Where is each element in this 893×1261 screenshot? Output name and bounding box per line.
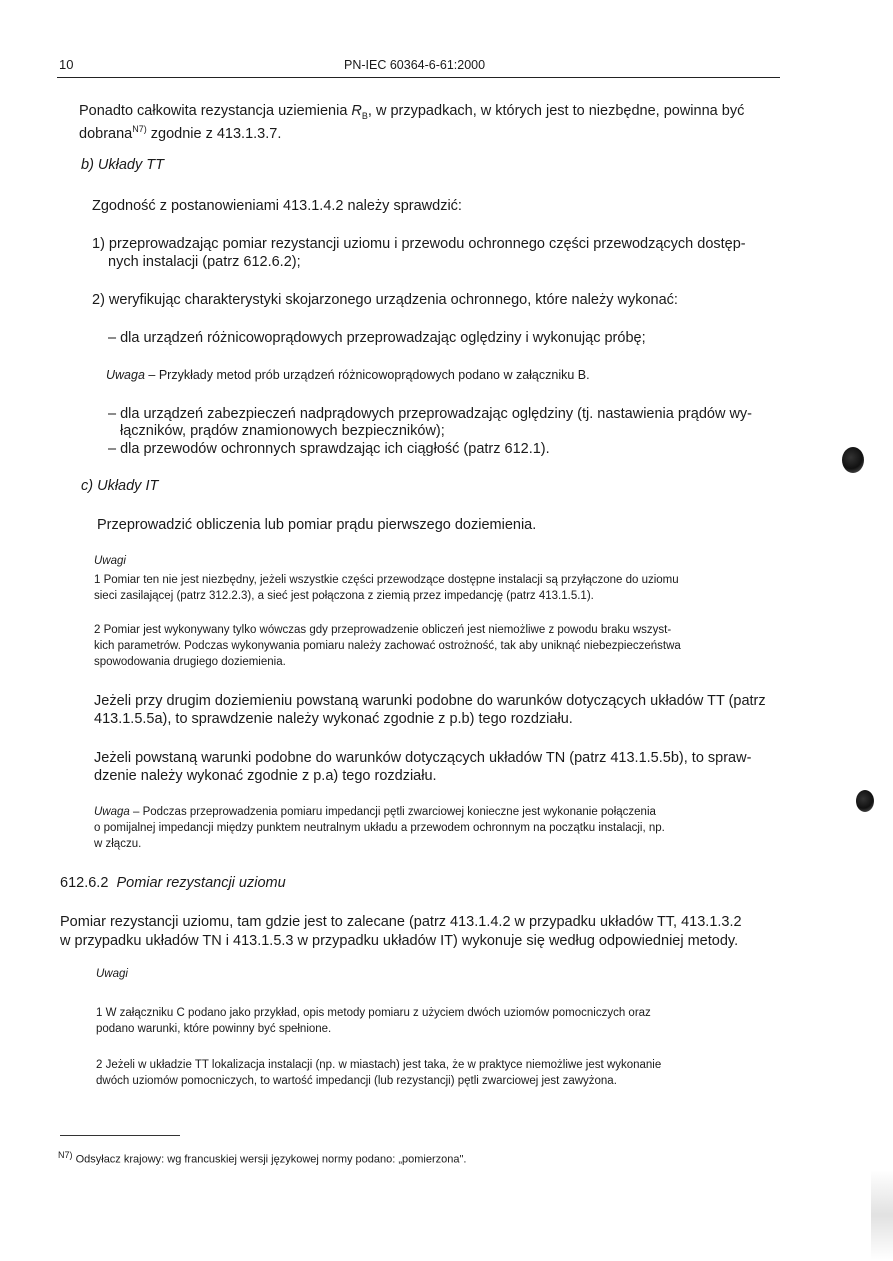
note-rcd — [106, 367, 590, 384]
item-1-line-1: 1) przeprowadzając pomiar rezystancji uziomu i przewodu ochronnego części przewodzących dostęp- — [92, 236, 746, 252]
note-label: Uwaga — [106, 368, 145, 382]
punch-hole-mark — [842, 447, 864, 473]
item-1-line-2: nych instalacji (patrz 612.6.2); — [108, 254, 301, 270]
c-note-3-text: – Podczas przeprowadzenia pomiaru impedancji pętli zwarciowej konieczne jest wykonanie połączenia — [129, 806, 656, 818]
dash-item-overcurrent-line-1: – dla urządzeń zabezpieczeń nadprądowych przeprowadzając oględziny (tj. nastawienia prądów wy- — [108, 406, 753, 422]
c-note-1-line-1: 1 Pomiar ten nie jest niezbędny, jeżeli wszystkie części przewodzące dostępne instalacji są przyłączone do uziomu — [94, 574, 679, 586]
intro-text-d: zgodnie z 413.1.3.7. — [146, 125, 282, 142]
section-c-notes-label: Uwagi — [94, 555, 126, 567]
intro-text-a: Ponadto całkowita rezystancja uziemienia — [79, 103, 352, 119]
s612-note-2-line-1: 2 Jeżeli w układzie TT lokalizacja instalacji (np. w miastach) jest taka, że w praktyce niemożliwe jest wykonanie — [96, 1059, 662, 1071]
footnote-text: Odsyłacz krajowy: wg francuskiej wersji językowej normy podano: „pomierzona". — [72, 1153, 467, 1166]
c-note-3-line-1 — [94, 804, 656, 820]
intro-line-2 — [79, 119, 281, 144]
scan-edge-shadow — [871, 1170, 893, 1260]
dash-item-overcurrent-line-2: łączników, prądów znamionowych bezpieczników); — [120, 423, 445, 439]
s612-notes-label: Uwagi — [96, 968, 128, 980]
c-para-1-line-1: Jeżeli przy drugim doziemieniu powstaną warunki podobne do warunków dotyczących układów TT (patrz — [94, 693, 766, 709]
rb-symbol: R — [351, 103, 362, 119]
header-rule — [57, 77, 780, 78]
s612-para-line-1: Pomiar rezystancji uziomu, tam gdzie jest to zalecane (patrz 413.1.4.2 w przypadku układów TT, 413.1.3.2 — [60, 914, 742, 930]
s612-note-2-line-2: dwóch uziomów pomocniczych, to wartość impedancji (lub rezystancji) pętli zwarciowej jest zawyżona. — [96, 1075, 617, 1087]
s612-para-line-2: w przypadku układów TN i 413.1.5.3 w przypadku układów IT) wykonuje się według odpowiedniej metody. — [60, 933, 739, 949]
c-note-2-line-3: spowodowania drugiego doziemienia. — [94, 656, 286, 668]
footnote-marker: N7) — [58, 1150, 73, 1160]
c-note-3-line-2: o pomijalnej impedancji między punktem neutralnym układu a przewodem ochronnym na początku instalacji, np. — [94, 822, 665, 834]
rb-subscript: B — [361, 110, 368, 121]
punch-hole-mark — [856, 790, 874, 812]
subsection-number: 612.6.2 — [60, 875, 109, 891]
subsection-heading — [60, 873, 286, 893]
section-c-intro: Przeprowadzić obliczenia lub pomiar prądu pierwszego doziemienia. — [97, 517, 537, 533]
footnote — [58, 1148, 466, 1168]
section-c-heading: c) Układy IT — [81, 478, 159, 494]
footnote-rule — [60, 1135, 180, 1136]
dash-item-rcd: – dla urządzeń różnicowoprądowych przeprowadzając oględziny i wykonując próbę; — [108, 330, 646, 346]
c-note-3-line-3: w złączu. — [94, 838, 142, 850]
c-note-2-line-1: 2 Pomiar jest wykonywany tylko wówczas gdy przeprowadzenie obliczeń jest niemożliwe z powodu braku wszyst- — [94, 624, 672, 636]
c-para-2-line-2: dzenie należy wykonać zgodnie z p.a) tego rozdziału. — [94, 768, 437, 784]
intro-text-c: dobrana — [79, 125, 133, 142]
s612-note-1-line-2: podano warunki, które powinny być spełnione. — [96, 1023, 332, 1035]
section-b-intro: Zgodność z postanowieniami 413.1.4.2 należy sprawdzić: — [92, 198, 462, 214]
s612-note-1-line-1: 1 W załączniku C podano jako przykład, opis metody pomiaru z użyciem dwóch uziomów pomocniczych oraz — [96, 1007, 651, 1019]
item-2: 2) weryfikując charakterystyki skojarzonego urządzenia ochronnego, które należy wykonać: — [92, 292, 678, 308]
c-note-2-line-2: kich parametrów. Podczas wykonywania pomiaru należy zachować ostrożność, tak aby uniknąć niebezpieczeństwa — [94, 640, 681, 652]
page-number: 10 — [59, 57, 74, 72]
subsection-title: Pomiar rezystancji uziomu — [116, 875, 286, 891]
c-para-1-line-2: 413.1.5.5a), to sprawdzenie należy wykonać zgodnie z p.b) tego rozdziału. — [94, 711, 573, 727]
intro-text-b: , w przypadkach, w których jest to niezbędne, powinna być — [367, 103, 745, 119]
c-note-3-label: Uwaga — [94, 806, 130, 818]
dash-item-protective-conductors: – dla przewodów ochronnych sprawdzając ich ciągłość (patrz 612.1). — [108, 441, 550, 457]
note-text: – Przykłady metod prób urządzeń różnicowoprądowych podano w załączniku B. — [144, 368, 590, 382]
c-note-1-line-2: sieci zasilającej (patrz 312.2.3), a sieć jest połączona z ziemią przez impedancję (patrz 413.1.5.1). — [94, 590, 594, 602]
footnote-ref: N7) — [132, 124, 147, 134]
section-b-heading: b) Układy TT — [81, 157, 164, 173]
document-id: PN-IEC 60364-6-61:2000 — [344, 58, 486, 72]
c-para-2-line-1: Jeżeli powstaną warunki podobne do warunków dotyczących układów TN (patrz 413.1.5.5b), to spraw- — [94, 750, 752, 766]
